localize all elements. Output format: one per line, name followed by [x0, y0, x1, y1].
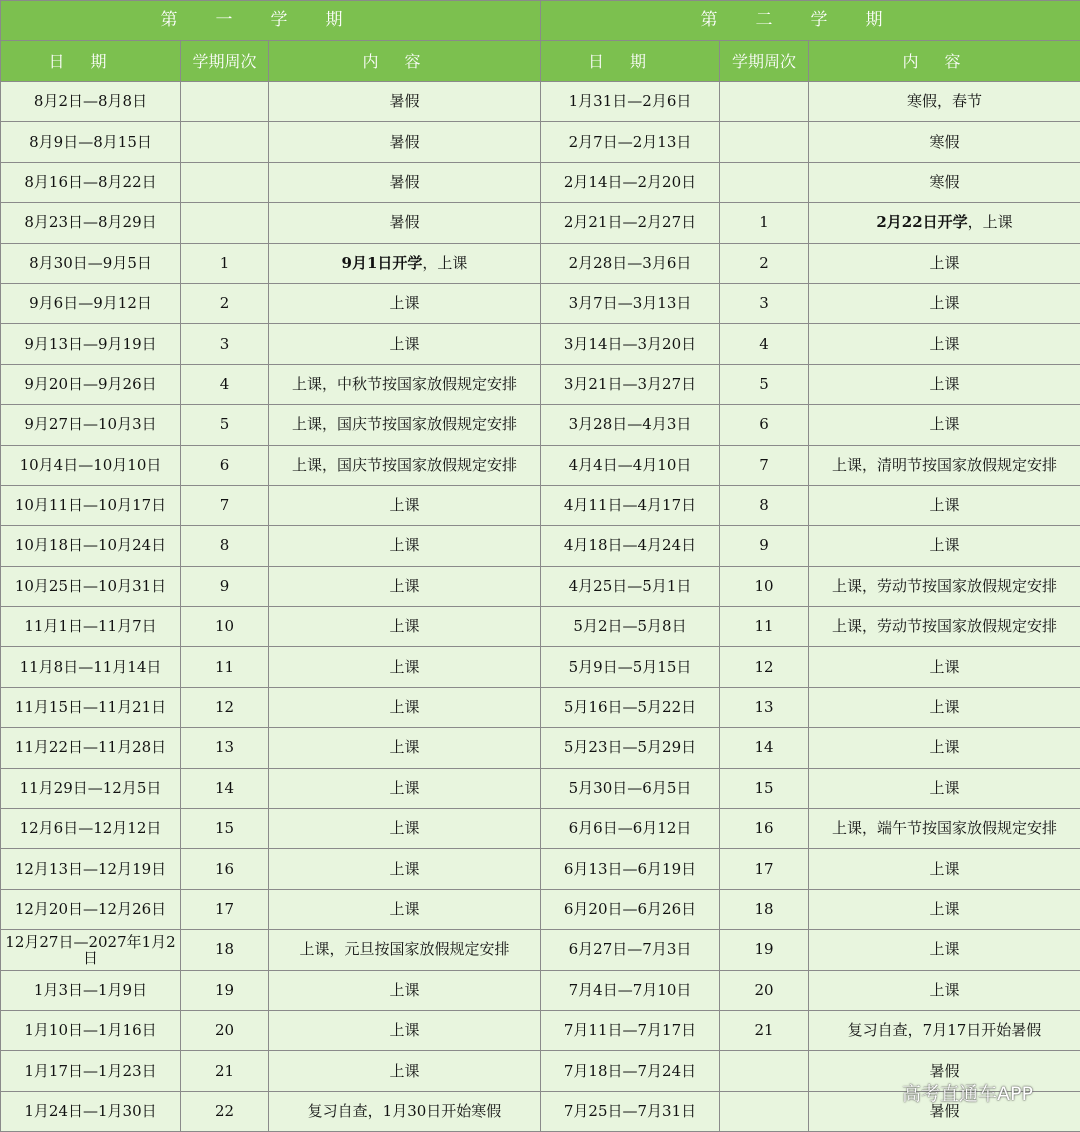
table-row	[1, 162, 1080, 202]
semester-2-date-cell: 7月11日—7月17日	[541, 1010, 720, 1050]
semester-2-date-cell: 5月9日—5月15日	[541, 647, 720, 687]
semester-1-date-cell: 10月25日—10月31日	[1, 566, 181, 606]
semester-1-date-cell: 11月15日—11月21日	[1, 687, 181, 727]
semester-2-week-cell: 9	[720, 526, 809, 566]
semester-2-content-cell: 上课	[809, 526, 1080, 566]
table-row	[1, 203, 1080, 243]
semester-2-date-cell: 7月4日—7月10日	[541, 970, 720, 1010]
semester-1-content-cell: 上课	[269, 485, 541, 525]
semester-1-week-cell: 6	[181, 445, 269, 485]
semester-2-content-cell: 上课，清明节按国家放假规定安排	[809, 445, 1080, 485]
semester-2-content-cell: 上课	[809, 930, 1080, 970]
semester-1-date-cell: 12月6日—12月12日	[1, 809, 181, 849]
semester-2-content-cell: 上课	[809, 889, 1080, 929]
table-row	[1, 122, 1080, 162]
table-row	[1, 809, 1080, 849]
semester-2-date-cell: 6月13日—6月19日	[541, 849, 720, 889]
semester-2-date-cell: 3月7日—3月13日	[541, 283, 720, 323]
semester-2-week-cell: 20	[720, 970, 809, 1010]
table-row	[1, 526, 1080, 566]
semester-1-date-cell: 1月10日—1月16日	[1, 1010, 181, 1050]
semester-1-title: 第一学期	[1, 1, 541, 41]
semester-1-date-cell: 1月24日—1月30日	[1, 1091, 181, 1131]
semester-2-content-cell: 暑假	[809, 1091, 1080, 1131]
semester-1-week-cell: 5	[181, 405, 269, 445]
semester-1-date-cell: 9月13日—9月19日	[1, 324, 181, 364]
semester-2-content-cell: 上课	[809, 768, 1080, 808]
semester-1-date-cell: 8月9日—8月15日	[1, 122, 181, 162]
semester-2-week-cell: 17	[720, 849, 809, 889]
semester-1-content-cell: 上课	[269, 1051, 541, 1091]
semester-2-week-cell: 3	[720, 283, 809, 323]
semester-1-date-cell: 9月6日—9月12日	[1, 283, 181, 323]
semester-2-content-cell: 上课	[809, 405, 1080, 445]
semester-2-week-cell: 15	[720, 768, 809, 808]
semester-2-date-cell: 6月27日—7月3日	[541, 930, 720, 970]
semester-1-week-cell: 1	[181, 243, 269, 283]
table-row	[1, 647, 1080, 687]
semester-1-content-cell: 上课	[269, 970, 541, 1010]
semester-2-content-cell	[809, 203, 1080, 243]
semester-2-content-cell: 上课，劳动节按国家放假规定安排	[809, 566, 1080, 606]
semester-2-content-cell: 上课，劳动节按国家放假规定安排	[809, 607, 1080, 647]
semester-1-date-cell: 9月27日—10月3日	[1, 405, 181, 445]
semester-1-content-cell: 上课	[269, 849, 541, 889]
semester-2-content-cell: 上课	[809, 970, 1080, 1010]
semester-2-week-cell: 6	[720, 405, 809, 445]
semester-2-week-cell: 13	[720, 687, 809, 727]
semester-1-date-cell: 10月18日—10月24日	[1, 526, 181, 566]
semester-1-week-cell: 11	[181, 647, 269, 687]
semester-1-content-cell: 上课	[269, 526, 541, 566]
semester-2-date-cell: 2月21日—2月27日	[541, 203, 720, 243]
semester-1-content-cell: 复习自查，1月30日开始寒假	[269, 1091, 541, 1131]
semester-1-week-cell: 19	[181, 970, 269, 1010]
semester-2-week-cell: 1	[720, 203, 809, 243]
semester-1-week-cell: 13	[181, 728, 269, 768]
semester-1-content-cell: 暑假	[269, 162, 541, 202]
semester-2-date-cell: 3月21日—3月27日	[541, 364, 720, 404]
table-row	[1, 930, 1080, 970]
semester-1-date-cell: 12月27日—2027年1月2日	[1, 930, 181, 970]
semester-1-date-cell: 1月17日—1月23日	[1, 1051, 181, 1091]
table-row	[1, 607, 1080, 647]
semester-2-week-cell: 10	[720, 566, 809, 606]
semester-1-date-cell: 12月13日—12月19日	[1, 849, 181, 889]
semester-1-date-cell: 12月20日—12月26日	[1, 889, 181, 929]
semester-2-date-cell: 2月7日—2月13日	[541, 122, 720, 162]
semester-2-week-cell: 18	[720, 889, 809, 929]
semester-2-date-cell: 3月28日—4月3日	[541, 405, 720, 445]
table-row	[1, 445, 1080, 485]
semester-1-content-cell: 上课	[269, 647, 541, 687]
semester-1-week-cell: 21	[181, 1051, 269, 1091]
semester-1-content-cell: 暑假	[269, 122, 541, 162]
semester-1-content-cell: 上课	[269, 1010, 541, 1050]
semester-1-date-cell: 8月23日—8月29日	[1, 203, 181, 243]
semester-1-week-cell: 15	[181, 809, 269, 849]
semester-2-date-cell: 5月2日—5月8日	[541, 607, 720, 647]
semester-2-date-cell: 4月25日—5月1日	[541, 566, 720, 606]
semester-1-week-cell: 22	[181, 1091, 269, 1131]
semester-2-week-cell: 2	[720, 243, 809, 283]
semester-2-date-cell: 5月30日—6月5日	[541, 768, 720, 808]
semester-2-date-cell: 5月16日—5月22日	[541, 687, 720, 727]
semester-1-content-cell: 上课，元旦按国家放假规定安排	[269, 930, 541, 970]
semester-1-date-cell: 11月8日—11月14日	[1, 647, 181, 687]
semester-2-content-cell: 寒假	[809, 162, 1080, 202]
semester-1-content-cell	[269, 243, 541, 283]
semester-2-week-cell	[720, 122, 809, 162]
semester-2-week-cell: 19	[720, 930, 809, 970]
semester-1-content-cell: 上课，中秋节按国家放假规定安排	[269, 364, 541, 404]
semester-2-content-cell: 上课	[809, 728, 1080, 768]
semester-1-week-cell	[181, 203, 269, 243]
semester-2-week-cell: 7	[720, 445, 809, 485]
semester-1-content-cell: 上课	[269, 566, 541, 606]
semester-1-week-cell: 8	[181, 526, 269, 566]
semester-1-week-cell: 20	[181, 1010, 269, 1050]
semester-2-week-cell	[720, 1051, 809, 1091]
semester-1-content-cell: 上课	[269, 809, 541, 849]
semester-1-content-cell: 上课	[269, 768, 541, 808]
table-row	[1, 485, 1080, 525]
semester-1-week-cell: 4	[181, 364, 269, 404]
content-text: ，上课	[968, 213, 1013, 231]
semester-2-content-cell: 上课	[809, 687, 1080, 727]
semester-2-title: 第二学期	[541, 1, 1080, 41]
semester-2-date-cell: 4月11日—4月17日	[541, 485, 720, 525]
semester-2-week-cell: 11	[720, 607, 809, 647]
table-row	[1, 364, 1080, 404]
semester-1-date-cell: 1月3日—1月9日	[1, 970, 181, 1010]
semester-2-content-cell: 上课，端午节按国家放假规定安排	[809, 809, 1080, 849]
watermark: 高考直通车APP	[902, 1079, 1033, 1106]
table-row	[1, 970, 1080, 1010]
semester-1-content-cell: 上课	[269, 728, 541, 768]
semester-2-date-cell: 3月14日—3月20日	[541, 324, 720, 364]
semester-1-week-cell	[181, 162, 269, 202]
semester-1-content-cell: 暑假	[269, 203, 541, 243]
semester-2-date-cell: 6月20日—6月26日	[541, 889, 720, 929]
column-header-row	[1, 41, 1080, 82]
semester-1-date-cell: 11月29日—12月5日	[1, 768, 181, 808]
semester-1-date-cell: 11月22日—11月28日	[1, 728, 181, 768]
semester-2-date-cell: 4月4日—4月10日	[541, 445, 720, 485]
semester-1-date-cell: 8月30日—9月5日	[1, 243, 181, 283]
semester-2-date-cell: 7月18日—7月24日	[541, 1051, 720, 1091]
semester-1-week-cell: 10	[181, 607, 269, 647]
content-text: ，上课	[422, 254, 467, 272]
semester-2-week-cell: 5	[720, 364, 809, 404]
semester-1-week-cell: 2	[181, 283, 269, 323]
table-row	[1, 283, 1080, 323]
term-start-label: 2月22日开学	[876, 213, 967, 231]
table-row	[1, 687, 1080, 727]
header-content-2: 内容	[809, 41, 1080, 82]
semester-1-week-cell: 18	[181, 930, 269, 970]
semester-2-date-cell: 1月31日—2月6日	[541, 82, 720, 122]
semester-1-week-cell: 14	[181, 768, 269, 808]
semester-1-content-cell: 暑假	[269, 82, 541, 122]
semester-1-content-cell: 上课，国庆节按国家放假规定安排	[269, 405, 541, 445]
semester-2-content-cell: 上课	[809, 243, 1080, 283]
semester-1-week-cell: 12	[181, 687, 269, 727]
semester-1-week-cell: 3	[181, 324, 269, 364]
header-week-2: 学期周次	[720, 41, 809, 82]
semester-1-date-cell: 8月16日—8月22日	[1, 162, 181, 202]
semester-1-week-cell	[181, 122, 269, 162]
semester-1-date-cell: 9月20日—9月26日	[1, 364, 181, 404]
header-content-1: 内容	[269, 41, 541, 82]
semester-1-week-cell: 16	[181, 849, 269, 889]
header-week-1: 学期周次	[181, 41, 269, 82]
semester-2-week-cell: 12	[720, 647, 809, 687]
table-row	[1, 324, 1080, 364]
semester-1-date-cell: 10月11日—10月17日	[1, 485, 181, 525]
table-row	[1, 1010, 1080, 1050]
semester-2-content-cell: 寒假	[809, 122, 1080, 162]
header-date-1: 日期	[1, 41, 181, 82]
term-start-label: 9月1日开学	[342, 254, 423, 272]
semester-2-date-cell: 2月28日—3月6日	[541, 243, 720, 283]
semester-2-week-cell	[720, 162, 809, 202]
semester-2-content-cell: 上课	[809, 283, 1080, 323]
semester-2-date-cell: 2月14日—2月20日	[541, 162, 720, 202]
semester-2-date-cell: 7月25日—7月31日	[541, 1091, 720, 1131]
semester-1-date-cell: 10月4日—10月10日	[1, 445, 181, 485]
semester-1-content-cell: 上课	[269, 687, 541, 727]
semester-1-content-cell: 上课	[269, 283, 541, 323]
table-row	[1, 849, 1080, 889]
semester-1-date-cell: 8月2日—8月8日	[1, 82, 181, 122]
semester-header-row	[1, 1, 1080, 41]
semester-2-date-cell: 5月23日—5月29日	[541, 728, 720, 768]
table-row	[1, 243, 1080, 283]
semester-1-content-cell: 上课	[269, 607, 541, 647]
semester-2-week-cell: 16	[720, 809, 809, 849]
header-date-2: 日期	[541, 41, 720, 82]
semester-1-week-cell: 9	[181, 566, 269, 606]
semester-1-content-cell: 上课	[269, 324, 541, 364]
semester-2-week-cell: 8	[720, 485, 809, 525]
table-row	[1, 82, 1080, 122]
semester-1-week-cell: 7	[181, 485, 269, 525]
semester-2-content-cell: 上课	[809, 485, 1080, 525]
semester-2-content-cell: 上课	[809, 647, 1080, 687]
semester-2-week-cell: 4	[720, 324, 809, 364]
table-row	[1, 889, 1080, 929]
semester-2-week-cell: 21	[720, 1010, 809, 1050]
semester-2-content-cell: 复习自查，7月17日开始暑假	[809, 1010, 1080, 1050]
semester-1-week-cell: 17	[181, 889, 269, 929]
semester-2-content-cell: 暑假	[809, 1051, 1080, 1091]
semester-1-date-cell: 11月1日—11月7日	[1, 607, 181, 647]
semester-2-date-cell: 6月6日—6月12日	[541, 809, 720, 849]
semester-1-content-cell: 上课，国庆节按国家放假规定安排	[269, 445, 541, 485]
semester-1-week-cell	[181, 82, 269, 122]
semester-2-content-cell: 上课	[809, 849, 1080, 889]
semester-2-content-cell: 上课	[809, 324, 1080, 364]
semester-2-week-cell: 14	[720, 728, 809, 768]
semester-2-content-cell: 寒假，春节	[809, 82, 1080, 122]
semester-2-week-cell	[720, 1091, 809, 1131]
semester-1-content-cell: 上课	[269, 889, 541, 929]
semester-2-week-cell	[720, 82, 809, 122]
table-row	[1, 728, 1080, 768]
semester-2-date-cell: 4月18日—4月24日	[541, 526, 720, 566]
semester-2-content-cell: 上课	[809, 364, 1080, 404]
table-row	[1, 566, 1080, 606]
table-row	[1, 405, 1080, 445]
table-row	[1, 768, 1080, 808]
